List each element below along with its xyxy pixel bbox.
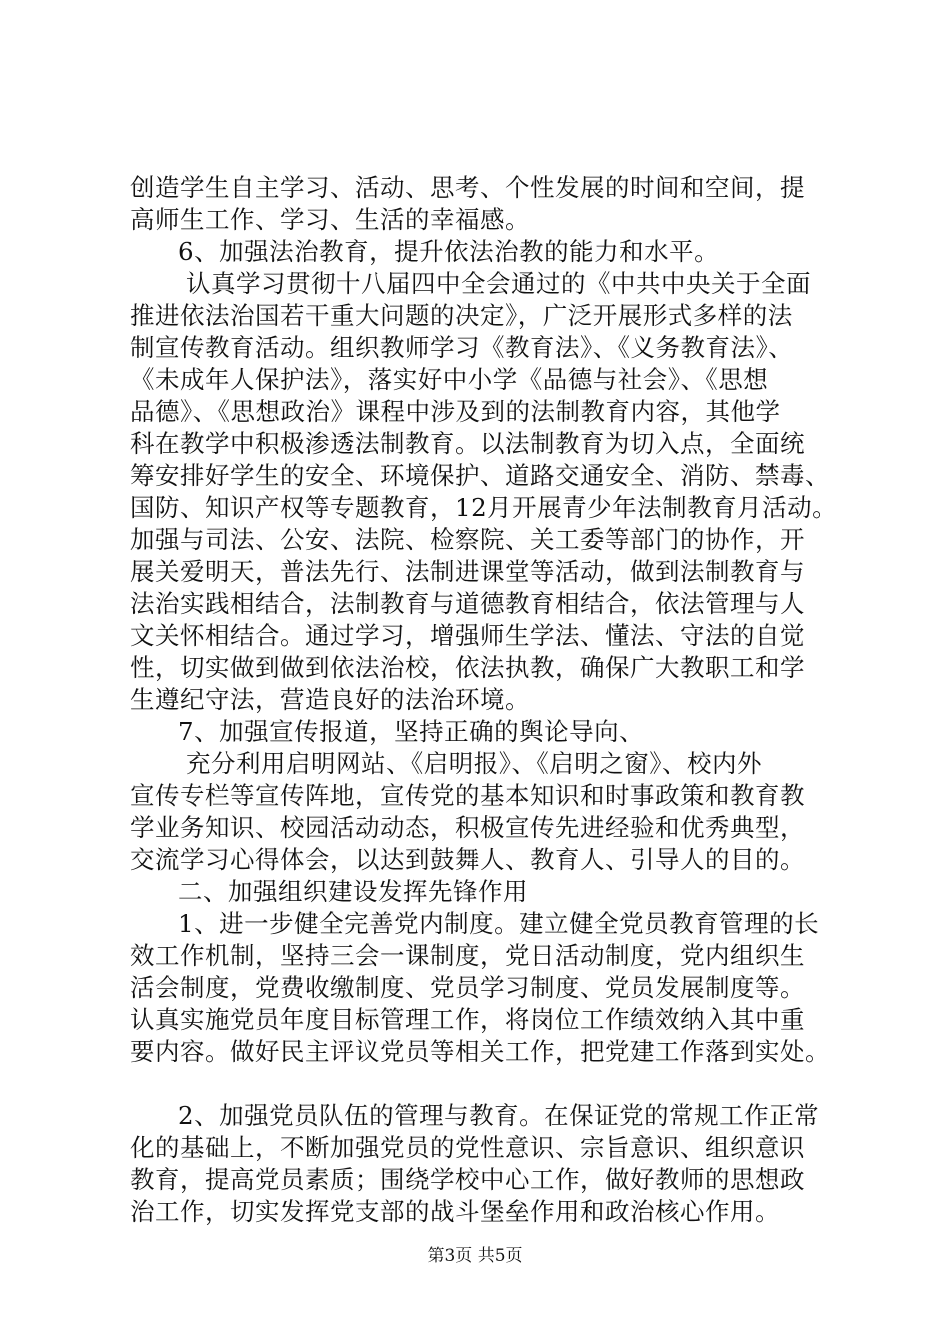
text-line: 教育，提高党员素质；围绕学校中心工作，做好教师的思想政 <box>130 1165 805 1194</box>
text-line: 治工作，切实发挥党支部的战斗堡垒作用和政治核心作用。 <box>130 1197 780 1226</box>
section-heading: 二、加强组织建设发挥先锋作用 <box>178 877 528 906</box>
text-line: 国防、知识产权等专题教育，12月开展青少年法制教育月活动。 <box>130 493 838 522</box>
text-line: 品德》、《思想政治》课程中涉及到的法制教育内容，其他学 <box>130 397 781 426</box>
text-line: 科在教学中积极渗透法制教育。以法制教育为切入点，全面统 <box>130 429 805 458</box>
text-line: 《未成年人保护法》，落实好中小学《品德与社会》、《思想 <box>130 365 769 394</box>
text-line: 制宣传教育活动。组织教师学习《教育法》、《义务教育法》、 <box>130 333 794 362</box>
text-line: 法治实践相结合，法制教育与道德教育相结合，依法管理与人 <box>130 589 805 618</box>
text-line: 宣传专栏等宣传阵地，宣传党的基本知识和时事政策和教育教 <box>130 781 805 810</box>
section-heading: 6、加强法治教育，提升依法治教的能力和水平。 <box>178 237 720 266</box>
text-line: 效工作机制，坚持三会一课制度，党日活动制度，党内组织生 <box>130 941 805 970</box>
text-line: 筹安排好学生的安全、环境保护、道路交通安全、消防、禁毒、 <box>130 461 830 490</box>
text-line: 学业务知识、校园活动动态，积极宣传先进经验和优秀典型， <box>130 813 805 842</box>
paragraph-start: 充分利用启明网站、《启明报》、《启明之窗》、校内外 <box>186 749 762 778</box>
text-line: 生遵纪守法，营造良好的法治环境。 <box>130 685 530 714</box>
text-line: 要内容。做好民主评议党员等相关工作，把党建工作落到实处。 <box>130 1037 830 1066</box>
paragraph-start: 1、进一步健全完善党内制度。建立健全党员教育管理的长 <box>178 909 820 938</box>
paragraph-start: 认真学习贯彻十八届四中全会通过的《中共中央关于全面 <box>186 269 811 298</box>
paragraph-start: 2、加强党员队伍的管理与教育。在保证党的常规工作正常 <box>178 1101 820 1130</box>
text-line: 加强与司法、公安、法院、检察院、关工委等部门的协作，开 <box>130 525 805 554</box>
text-line: 交流学习心得体会，以达到鼓舞人、教育人、引导人的目的。 <box>130 845 805 874</box>
text-line: 性，切实做到做到依法治校，依法执教，确保广大教职工和学 <box>130 653 805 682</box>
text-line: 创造学生自主学习、活动、思考、个性发展的时间和空间，提 <box>130 173 805 202</box>
text-line: 展关爱明天，普法先行、法制进课堂等活动，做到法制教育与 <box>130 557 805 586</box>
paragraph-gap <box>130 1068 830 1100</box>
text-line: 高师生工作、学习、生活的幸福感。 <box>130 205 530 234</box>
text-line: 推进依法治国若干重大问题的决定》，广泛开展形式多样的法 <box>130 301 793 330</box>
text-line: 活会制度，党费收缴制度、党员学习制度、党员发展制度等。 <box>130 973 805 1002</box>
document-body <box>130 172 838 1228</box>
text-line: 化的基础上，不断加强党员的党性意识、宗旨意识、组织意识 <box>130 1133 805 1162</box>
text-line: 文关怀相结合。通过学习，增强师生学法、懂法、守法的自觉 <box>130 621 805 650</box>
text-line: 认真实施党员年度目标管理工作，将岗位工作绩效纳入其中重 <box>130 1005 805 1034</box>
page-number-footer: 第3页 共5页 <box>427 1246 523 1266</box>
section-heading: 7、加强宣传报道，坚持正确的舆论导向、 <box>178 717 645 746</box>
